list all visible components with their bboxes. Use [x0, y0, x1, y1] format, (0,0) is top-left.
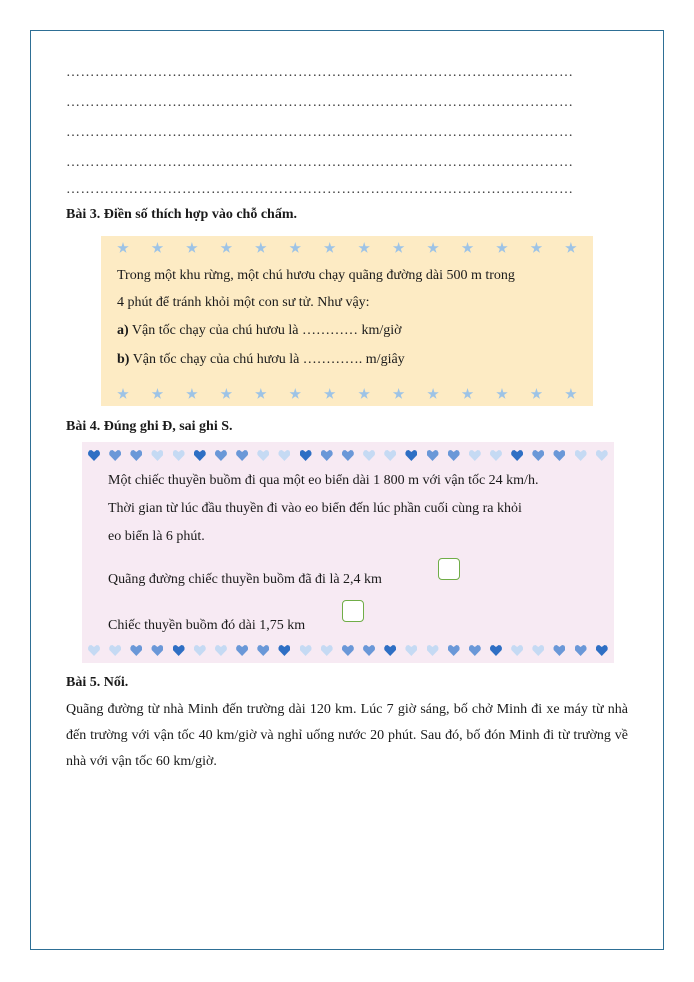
bai4-line-3: eo biển là 6 phút. — [108, 529, 205, 544]
heart-icon — [236, 645, 248, 656]
heart-icon — [553, 645, 565, 656]
heart-icon — [109, 450, 121, 461]
heart-icon — [88, 450, 100, 461]
heart-icon — [151, 450, 163, 461]
bai3-item-a — [117, 323, 402, 339]
answer-line-3[interactable]: …………………………………………………………………………………………… — [66, 126, 574, 140]
bai4-heading: Bài 4. Đúng ghi Đ, sai ghi S. — [66, 419, 233, 434]
bai3-b-text: Vận tốc chạy của chú hươu là …………. m/giây — [129, 352, 405, 367]
heart-icon — [511, 645, 523, 656]
heart-icon — [321, 645, 333, 656]
heart-icon — [532, 645, 544, 656]
heart-icon — [215, 450, 227, 461]
bai3-line-2: 4 phút để tránh khỏi một con sư tử. Như vậy: — [117, 295, 370, 310]
star-icon — [186, 388, 198, 400]
star-icon — [324, 242, 336, 254]
heart-icon — [151, 645, 163, 656]
heart-icon — [363, 450, 375, 461]
heart-icon — [236, 450, 248, 461]
heart-icon — [469, 450, 481, 461]
heart-icon — [194, 645, 206, 656]
bai4-statement-1: Quãng đường chiếc thuyền buồm đã đi là 2,4 km — [108, 572, 382, 587]
heart-icon — [257, 645, 269, 656]
heart-icon — [575, 645, 587, 656]
heart-icon — [448, 645, 460, 656]
star-icon — [255, 242, 267, 254]
star-icon — [289, 388, 301, 400]
heart-icon — [405, 645, 417, 656]
star-icon — [151, 242, 163, 254]
star-icon — [427, 242, 439, 254]
star-icon — [289, 242, 301, 254]
heart-icon — [363, 645, 375, 656]
star-icon — [220, 242, 232, 254]
heart-icon — [342, 450, 354, 461]
heart-icon — [427, 645, 439, 656]
heart-icon — [278, 450, 290, 461]
heart-icon — [448, 450, 460, 461]
bai3-box — [101, 236, 593, 406]
answer-line-5[interactable]: …………………………………………………………………………………………… — [66, 183, 574, 197]
star-icon — [530, 242, 542, 254]
bai4-statement-2: Chiếc thuyền buồm đó dài 1,75 km — [108, 618, 306, 633]
star-icon — [565, 242, 577, 254]
bai4-box — [82, 442, 614, 663]
bai4-line-1: Một chiếc thuyền buồm đi qua một eo biển dài 1 800 m với vận tốc 24 km/h. — [108, 473, 539, 488]
bai3-line-1: Trong một khu rừng, một chú hươu chạy quãng đường dài 500 m trong — [117, 268, 515, 283]
star-icon — [220, 388, 232, 400]
star-icon — [324, 388, 336, 400]
star-icon — [462, 242, 474, 254]
heart-icon — [321, 450, 333, 461]
heart-border-bottom — [88, 645, 608, 656]
bai5-text: Quãng đường từ nhà Minh đến trường dài 120 km. Lúc 7 giờ sáng, bố chở Minh đi xe máy từ nhà đến trường với vận tốc 40 km/giờ và nghỉ uống nước 20 phút. Sau đó, bố đón Minh đi từ trường về nhà với vận tốc 60 km/giờ. — [66, 702, 628, 769]
heart-icon — [490, 645, 502, 656]
heart-border-top — [88, 450, 608, 461]
star-icon — [427, 388, 439, 400]
heart-icon — [215, 645, 227, 656]
bai3-item-b — [117, 352, 405, 368]
heart-icon — [88, 645, 100, 656]
star-icon — [151, 388, 163, 400]
heart-icon — [532, 450, 544, 461]
heart-icon — [130, 450, 142, 461]
heart-icon — [384, 645, 396, 656]
heart-icon — [173, 450, 185, 461]
bai4-line-2: Thời gian từ lúc đầu thuyền đi vào eo biển đến lúc phần cuối cùng ra khỏi — [108, 501, 522, 516]
star-icon — [496, 388, 508, 400]
bai3-b-label: b) — [117, 352, 130, 367]
answer-line-2[interactable]: …………………………………………………………………………………………… — [66, 96, 574, 110]
heart-icon — [384, 450, 396, 461]
star-border-top — [117, 242, 577, 254]
star-icon — [255, 388, 267, 400]
star-icon — [530, 388, 542, 400]
answer-line-4[interactable]: …………………………………………………………………………………………… — [66, 156, 574, 170]
heart-icon — [109, 645, 121, 656]
heart-icon — [278, 645, 290, 656]
star-icon — [117, 388, 129, 400]
heart-icon — [511, 450, 523, 461]
heart-icon — [596, 450, 608, 461]
heart-icon — [300, 450, 312, 461]
heart-icon — [575, 450, 587, 461]
star-icon — [358, 242, 370, 254]
star-border-bottom — [117, 388, 577, 400]
star-icon — [462, 388, 474, 400]
star-icon — [358, 388, 370, 400]
heart-icon — [596, 645, 608, 656]
heart-icon — [257, 450, 269, 461]
bai5-heading: Bài 5. Nối. — [66, 675, 129, 690]
heart-icon — [469, 645, 481, 656]
heart-icon — [490, 450, 502, 461]
heart-icon — [553, 450, 565, 461]
heart-icon — [173, 645, 185, 656]
heart-icon — [194, 450, 206, 461]
answer-box-2[interactable] — [342, 600, 364, 622]
heart-icon — [427, 450, 439, 461]
star-icon — [186, 242, 198, 254]
answer-line-1[interactable]: …………………………………………………………………………………………… — [66, 66, 574, 80]
heart-icon — [300, 645, 312, 656]
answer-box-1[interactable] — [438, 558, 460, 580]
bai3-heading: Bài 3. Điền số thích hợp vào chỗ chấm. — [66, 207, 297, 222]
star-icon — [496, 242, 508, 254]
heart-icon — [405, 450, 417, 461]
heart-icon — [342, 645, 354, 656]
star-icon — [393, 388, 405, 400]
heart-icon — [130, 645, 142, 656]
star-icon — [565, 388, 577, 400]
star-icon — [117, 242, 129, 254]
star-icon — [393, 242, 405, 254]
bai3-a-text: Vận tốc chạy của chú hươu là ………… km/giờ — [128, 323, 402, 338]
bai3-a-label: a) — [117, 323, 129, 338]
